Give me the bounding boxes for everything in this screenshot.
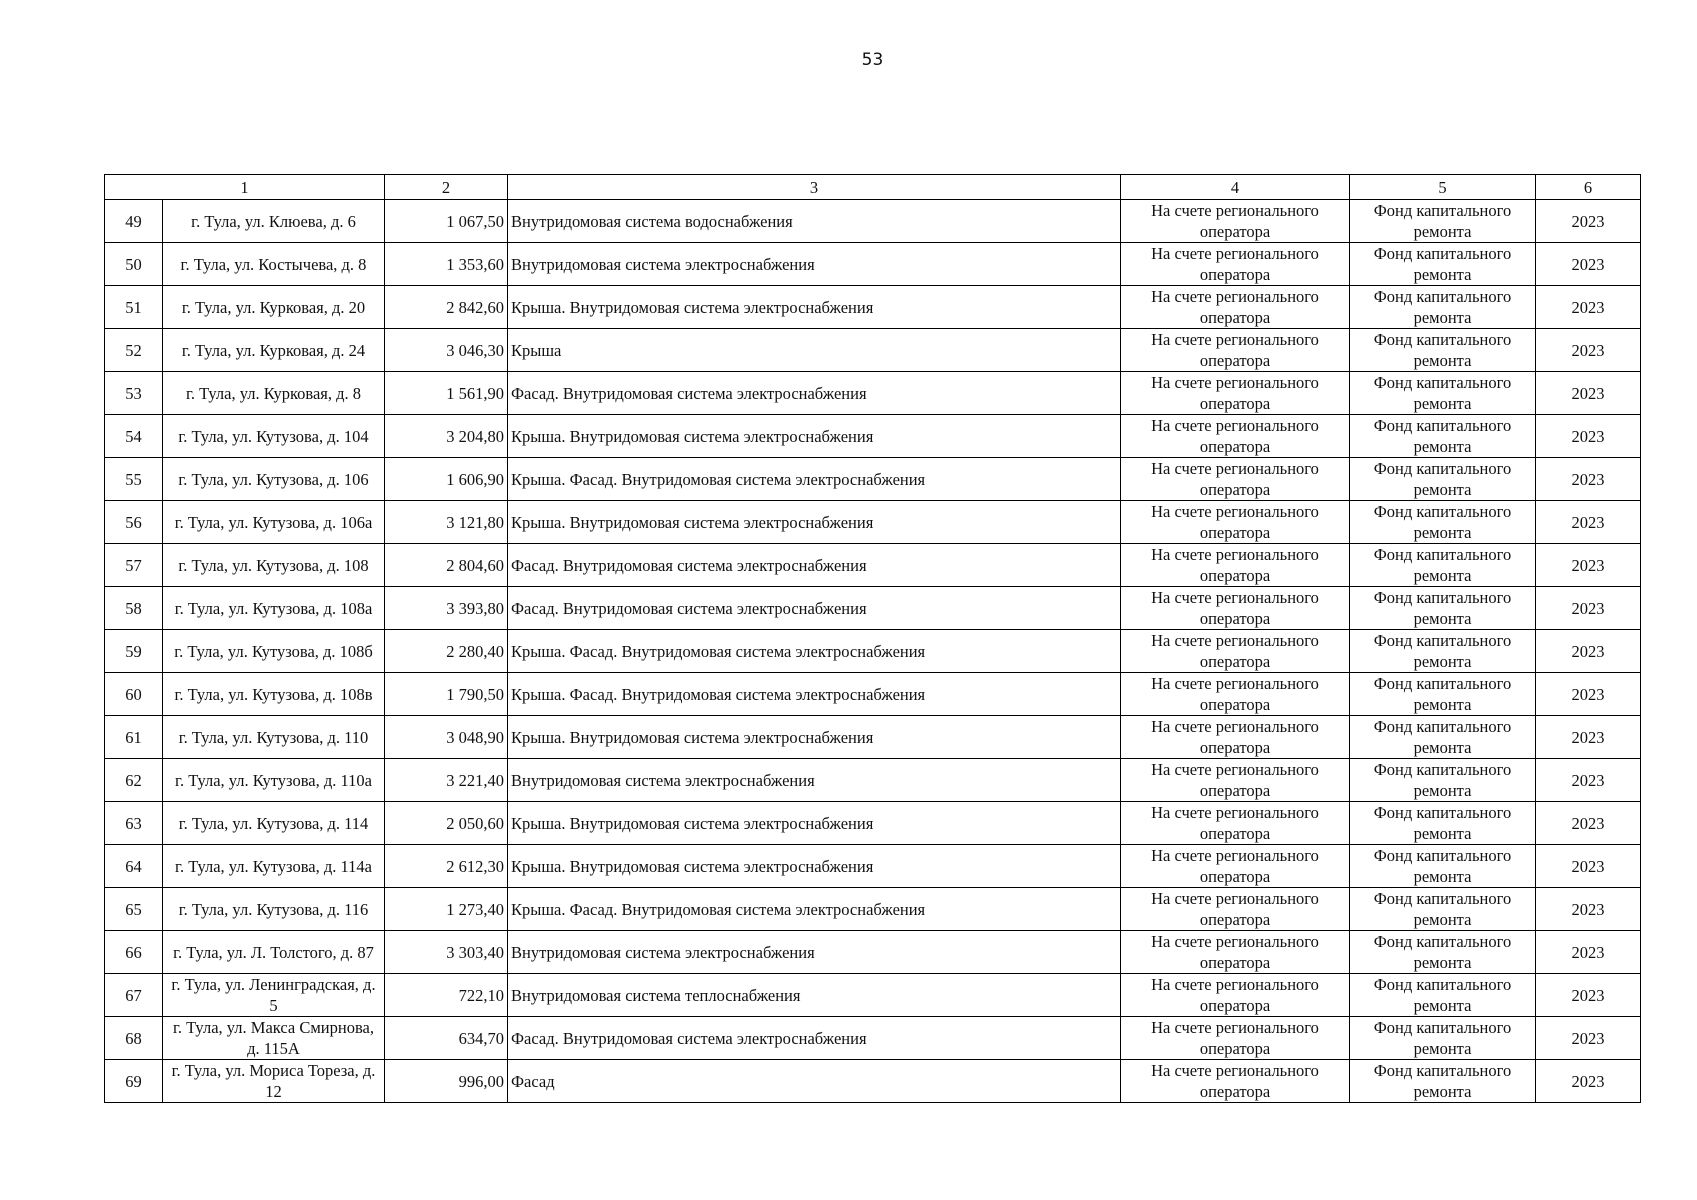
area-cell: 722,10 xyxy=(385,974,508,1017)
row-number: 53 xyxy=(105,372,163,415)
row-number: 50 xyxy=(105,243,163,286)
works-cell: Крыша. Внутридомовая система электроснабжения xyxy=(508,415,1121,458)
works-cell: Внутридомовая система электроснабжения xyxy=(508,759,1121,802)
table-row xyxy=(105,888,1641,931)
row-number: 59 xyxy=(105,630,163,673)
row-number: 64 xyxy=(105,845,163,888)
year-cell: 2023 xyxy=(1536,458,1641,501)
table-row xyxy=(105,974,1641,1017)
address-cell: г. Тула, ул. Кутузова, д. 110 xyxy=(163,716,385,759)
table-row xyxy=(105,759,1641,802)
works-cell: Фасад. Внутридомовая система электроснабжения xyxy=(508,544,1121,587)
year-cell: 2023 xyxy=(1536,888,1641,931)
works-cell: Фасад. Внутридомовая система электроснабжения xyxy=(508,1017,1121,1060)
works-cell: Внутридомовая система электроснабжения xyxy=(508,243,1121,286)
account-cell: На счете регионального оператора xyxy=(1121,501,1350,544)
address-cell: г. Тула, ул. Кутузова, д. 106а xyxy=(163,501,385,544)
account-cell: На счете регионального оператора xyxy=(1121,845,1350,888)
works-cell: Внутридомовая система водоснабжения xyxy=(508,200,1121,243)
account-cell: На счете регионального оператора xyxy=(1121,974,1350,1017)
table-row xyxy=(105,329,1641,372)
table-row xyxy=(105,1017,1641,1060)
works-cell: Фасад xyxy=(508,1060,1121,1103)
area-cell: 3 303,40 xyxy=(385,931,508,974)
table-row xyxy=(105,458,1641,501)
works-cell: Крыша. Внутридомовая система электроснабжения xyxy=(508,802,1121,845)
table-row xyxy=(105,1060,1641,1103)
column-header-5: 5 xyxy=(1350,175,1536,200)
row-number: 68 xyxy=(105,1017,163,1060)
column-header-2: 2 xyxy=(385,175,508,200)
area-cell: 1 606,90 xyxy=(385,458,508,501)
fund-cell: Фонд капитального ремонта xyxy=(1350,1017,1536,1060)
fund-cell: Фонд капитального ремонта xyxy=(1350,415,1536,458)
account-cell: На счете регионального оператора xyxy=(1121,759,1350,802)
fund-cell: Фонд капитального ремонта xyxy=(1350,286,1536,329)
area-cell: 1 561,90 xyxy=(385,372,508,415)
account-cell: На счете регионального оператора xyxy=(1121,544,1350,587)
address-cell: г. Тула, ул. Кутузова, д. 108 xyxy=(163,544,385,587)
works-cell: Крыша xyxy=(508,329,1121,372)
row-number: 65 xyxy=(105,888,163,931)
fund-cell: Фонд капитального ремонта xyxy=(1350,372,1536,415)
header-row xyxy=(105,175,1641,200)
fund-cell: Фонд капитального ремонта xyxy=(1350,673,1536,716)
table-row xyxy=(105,415,1641,458)
works-cell: Крыша. Внутридомовая система электроснабжения xyxy=(508,286,1121,329)
area-cell: 996,00 xyxy=(385,1060,508,1103)
address-cell: г. Тула, ул. Клюева, д. 6 xyxy=(163,200,385,243)
area-cell: 2 050,60 xyxy=(385,802,508,845)
row-number: 55 xyxy=(105,458,163,501)
table-row xyxy=(105,630,1641,673)
year-cell: 2023 xyxy=(1536,544,1641,587)
account-cell: На счете регионального оператора xyxy=(1121,802,1350,845)
row-number: 57 xyxy=(105,544,163,587)
address-cell: г. Тула, ул. Кутузова, д. 104 xyxy=(163,415,385,458)
table-row xyxy=(105,286,1641,329)
works-cell: Крыша. Фасад. Внутридомовая система электроснабжения xyxy=(508,673,1121,716)
works-cell: Крыша. Внутридомовая система электроснабжения xyxy=(508,501,1121,544)
row-number: 63 xyxy=(105,802,163,845)
row-number: 51 xyxy=(105,286,163,329)
year-cell: 2023 xyxy=(1536,716,1641,759)
account-cell: На счете регионального оператора xyxy=(1121,415,1350,458)
address-cell: г. Тула, ул. Л. Толстого, д. 87 xyxy=(163,931,385,974)
fund-cell: Фонд капитального ремонта xyxy=(1350,544,1536,587)
table-row xyxy=(105,802,1641,845)
row-number: 69 xyxy=(105,1060,163,1103)
column-header-1: 1 xyxy=(105,175,385,200)
area-cell: 634,70 xyxy=(385,1017,508,1060)
works-cell: Фасад. Внутридомовая система электроснабжения xyxy=(508,372,1121,415)
row-number: 60 xyxy=(105,673,163,716)
works-cell: Крыша. Внутридомовая система электроснабжения xyxy=(508,716,1121,759)
fund-cell: Фонд капитального ремонта xyxy=(1350,630,1536,673)
year-cell: 2023 xyxy=(1536,845,1641,888)
address-cell: г. Тула, ул. Курковая, д. 8 xyxy=(163,372,385,415)
fund-cell: Фонд капитального ремонта xyxy=(1350,974,1536,1017)
table-row xyxy=(105,372,1641,415)
page-number: 53 xyxy=(861,50,884,70)
fund-cell: Фонд капитального ремонта xyxy=(1350,845,1536,888)
year-cell: 2023 xyxy=(1536,802,1641,845)
year-cell: 2023 xyxy=(1536,200,1641,243)
year-cell: 2023 xyxy=(1536,372,1641,415)
works-cell: Крыша. Фасад. Внутридомовая система электроснабжения xyxy=(508,888,1121,931)
address-cell: г. Тула, ул. Кутузова, д. 108а xyxy=(163,587,385,630)
fund-cell: Фонд капитального ремонта xyxy=(1350,243,1536,286)
fund-cell: Фонд капитального ремонта xyxy=(1350,587,1536,630)
fund-cell: Фонд капитального ремонта xyxy=(1350,716,1536,759)
fund-cell: Фонд капитального ремонта xyxy=(1350,458,1536,501)
row-number: 54 xyxy=(105,415,163,458)
fund-cell: Фонд капитального ремонта xyxy=(1350,1060,1536,1103)
table-row xyxy=(105,200,1641,243)
column-header-3: 3 xyxy=(508,175,1121,200)
address-cell: г. Тула, ул. Кутузова, д. 110а xyxy=(163,759,385,802)
works-cell: Фасад. Внутридомовая система электроснабжения xyxy=(508,587,1121,630)
area-cell: 2 280,40 xyxy=(385,630,508,673)
account-cell: На счете регионального оператора xyxy=(1121,372,1350,415)
account-cell: На счете регионального оператора xyxy=(1121,1060,1350,1103)
table-row xyxy=(105,544,1641,587)
row-number: 58 xyxy=(105,587,163,630)
year-cell: 2023 xyxy=(1536,1060,1641,1103)
year-cell: 2023 xyxy=(1536,931,1641,974)
account-cell: На счете регионального оператора xyxy=(1121,587,1350,630)
fund-cell: Фонд капитального ремонта xyxy=(1350,200,1536,243)
account-cell: На счете регионального оператора xyxy=(1121,1017,1350,1060)
year-cell: 2023 xyxy=(1536,587,1641,630)
works-cell: Внутридомовая система электроснабжения xyxy=(508,931,1121,974)
row-number: 62 xyxy=(105,759,163,802)
account-cell: На счете регионального оператора xyxy=(1121,458,1350,501)
area-cell: 2 842,60 xyxy=(385,286,508,329)
account-cell: На счете регионального оператора xyxy=(1121,888,1350,931)
row-number: 52 xyxy=(105,329,163,372)
account-cell: На счете регионального оператора xyxy=(1121,243,1350,286)
year-cell: 2023 xyxy=(1536,1017,1641,1060)
works-cell: Крыша. Фасад. Внутридомовая система электроснабжения xyxy=(508,458,1121,501)
area-cell: 2 612,30 xyxy=(385,845,508,888)
address-cell: г. Тула, ул. Кутузова, д. 106 xyxy=(163,458,385,501)
area-cell: 3 393,80 xyxy=(385,587,508,630)
area-cell: 3 204,80 xyxy=(385,415,508,458)
account-cell: На счете регионального оператора xyxy=(1121,673,1350,716)
account-cell: На счете регионального оператора xyxy=(1121,329,1350,372)
address-cell: г. Тула, ул. Ленинградская, д. 5 xyxy=(163,974,385,1017)
account-cell: На счете регионального оператора xyxy=(1121,931,1350,974)
address-cell: г. Тула, ул. Мориса Тореза, д. 12 xyxy=(163,1060,385,1103)
row-number: 61 xyxy=(105,716,163,759)
address-cell: г. Тула, ул. Курковая, д. 24 xyxy=(163,329,385,372)
table-row xyxy=(105,501,1641,544)
row-number: 67 xyxy=(105,974,163,1017)
area-cell: 3 046,30 xyxy=(385,329,508,372)
works-cell: Крыша. Внутридомовая система электроснабжения xyxy=(508,845,1121,888)
address-cell: г. Тула, ул. Курковая, д. 20 xyxy=(163,286,385,329)
year-cell: 2023 xyxy=(1536,630,1641,673)
account-cell: На счете регионального оператора xyxy=(1121,630,1350,673)
area-cell: 1 273,40 xyxy=(385,888,508,931)
area-cell: 3 048,90 xyxy=(385,716,508,759)
address-cell: г. Тула, ул. Кутузова, д. 116 xyxy=(163,888,385,931)
row-number: 49 xyxy=(105,200,163,243)
fund-cell: Фонд капитального ремонта xyxy=(1350,802,1536,845)
table-row xyxy=(105,716,1641,759)
fund-cell: Фонд капитального ремонта xyxy=(1350,888,1536,931)
table-row xyxy=(105,587,1641,630)
account-cell: На счете регионального оператора xyxy=(1121,286,1350,329)
works-cell: Крыша. Фасад. Внутридомовая система электроснабжения xyxy=(508,630,1121,673)
table-row xyxy=(105,845,1641,888)
table-row xyxy=(105,673,1641,716)
column-header-4: 4 xyxy=(1121,175,1350,200)
fund-cell: Фонд капитального ремонта xyxy=(1350,329,1536,372)
account-cell: На счете регионального оператора xyxy=(1121,716,1350,759)
year-cell: 2023 xyxy=(1536,759,1641,802)
area-cell: 1 790,50 xyxy=(385,673,508,716)
row-number: 66 xyxy=(105,931,163,974)
address-cell: г. Тула, ул. Кутузова, д. 114а xyxy=(163,845,385,888)
address-cell: г. Тула, ул. Макса Смирнова, д. 115А xyxy=(163,1017,385,1060)
column-header-6: 6 xyxy=(1536,175,1641,200)
table-row xyxy=(105,931,1641,974)
area-cell: 3 221,40 xyxy=(385,759,508,802)
address-cell: г. Тула, ул. Кутузова, д. 108в xyxy=(163,673,385,716)
year-cell: 2023 xyxy=(1536,673,1641,716)
area-cell: 3 121,80 xyxy=(385,501,508,544)
area-cell: 2 804,60 xyxy=(385,544,508,587)
address-cell: г. Тула, ул. Кутузова, д. 114 xyxy=(163,802,385,845)
account-cell: На счете регионального оператора xyxy=(1121,200,1350,243)
year-cell: 2023 xyxy=(1536,501,1641,544)
row-number: 56 xyxy=(105,501,163,544)
address-cell: г. Тула, ул. Кутузова, д. 108б xyxy=(163,630,385,673)
works-cell: Внутридомовая система теплоснабжения xyxy=(508,974,1121,1017)
capital-repair-table xyxy=(104,174,1641,1103)
year-cell: 2023 xyxy=(1536,329,1641,372)
year-cell: 2023 xyxy=(1536,415,1641,458)
address-cell: г. Тула, ул. Костычева, д. 8 xyxy=(163,243,385,286)
fund-cell: Фонд капитального ремонта xyxy=(1350,931,1536,974)
fund-cell: Фонд капитального ремонта xyxy=(1350,501,1536,544)
table-row xyxy=(105,243,1641,286)
year-cell: 2023 xyxy=(1536,286,1641,329)
area-cell: 1 067,50 xyxy=(385,200,508,243)
year-cell: 2023 xyxy=(1536,243,1641,286)
year-cell: 2023 xyxy=(1536,974,1641,1017)
area-cell: 1 353,60 xyxy=(385,243,508,286)
fund-cell: Фонд капитального ремонта xyxy=(1350,759,1536,802)
